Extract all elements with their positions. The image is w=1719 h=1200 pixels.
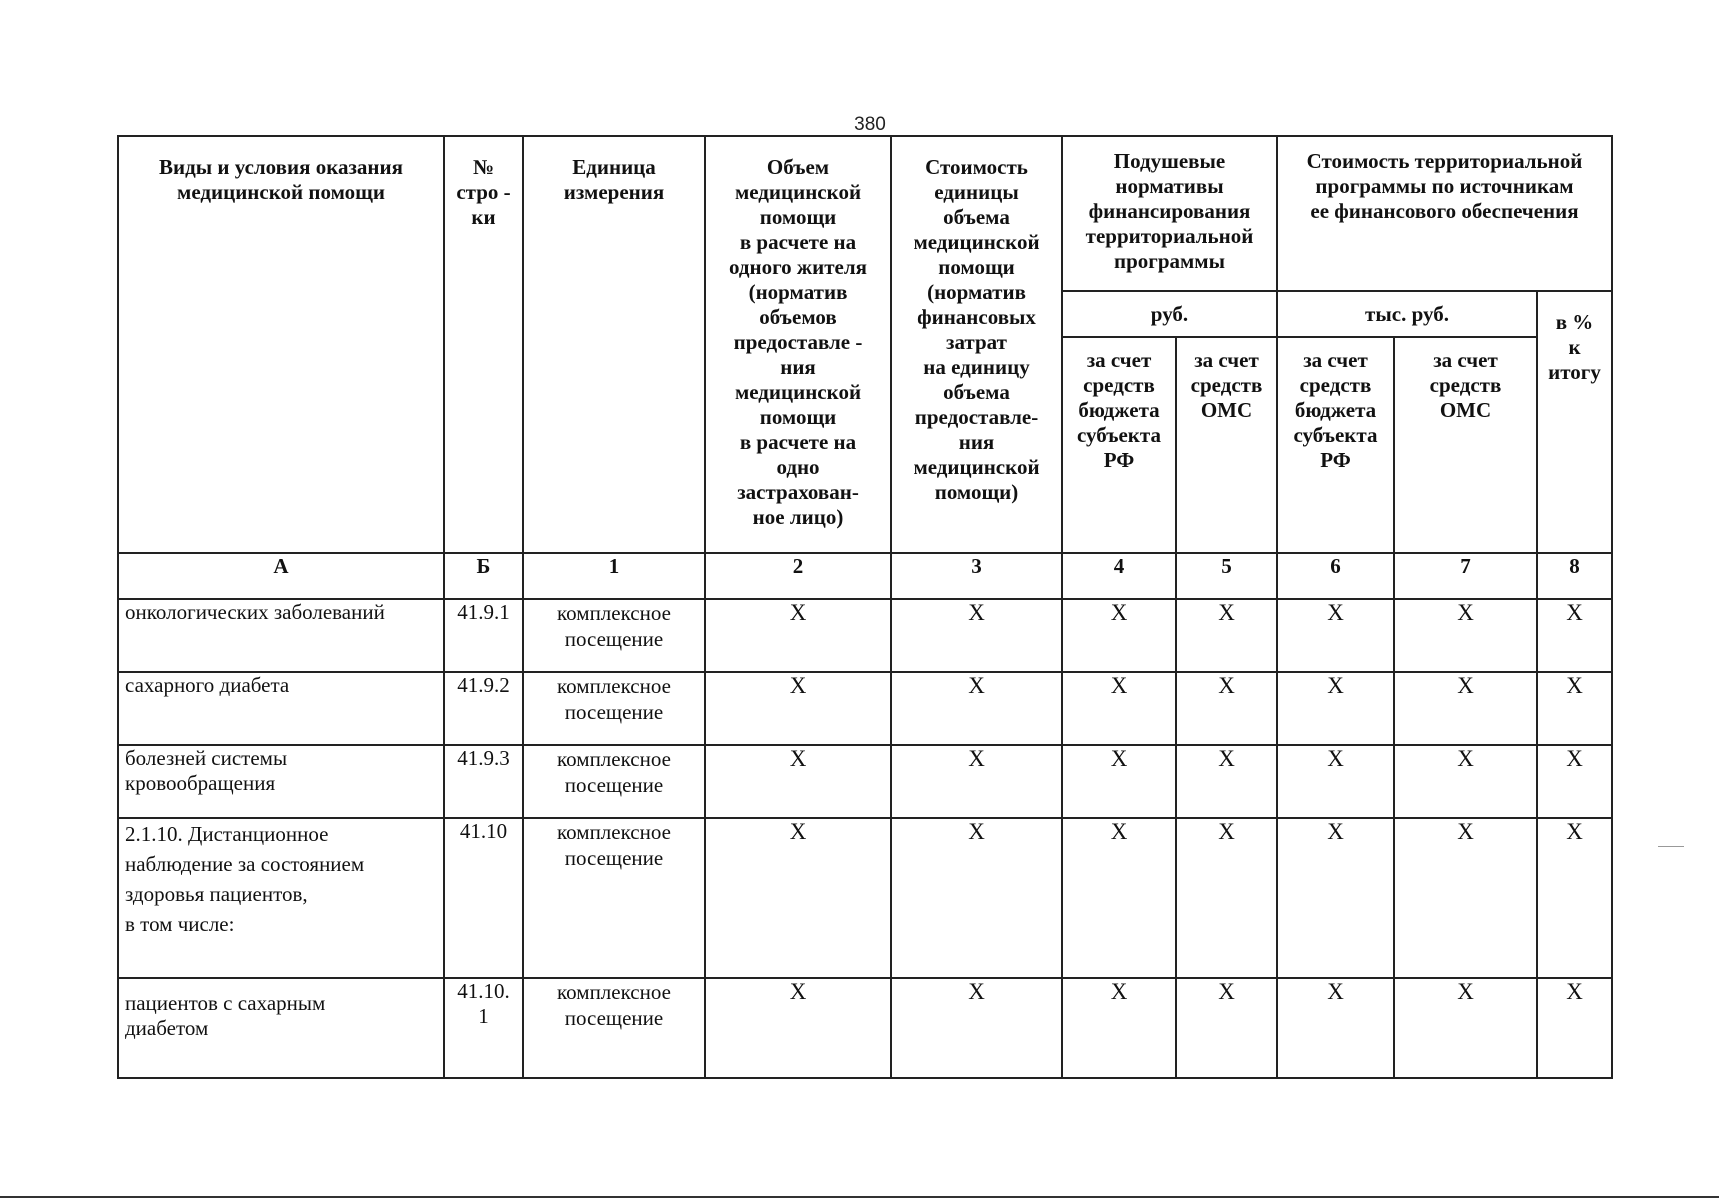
column-number: 1	[523, 553, 705, 599]
row-value: Х	[1176, 818, 1277, 978]
row-value: Х	[1062, 978, 1176, 1078]
row-unit: комплексное посещение	[523, 978, 705, 1078]
header-line-number: № стро - ки	[444, 136, 523, 553]
column-number: Б	[444, 553, 523, 599]
row-value: Х	[705, 672, 891, 745]
row-value: Х	[1062, 818, 1176, 978]
row-name: сахарного диабета	[118, 672, 444, 745]
row-value: Х	[891, 672, 1062, 745]
row-value: Х	[705, 818, 891, 978]
table-row	[118, 745, 1612, 818]
header-col5-oms: за счет средств ОМС	[1176, 337, 1277, 553]
row-value: Х	[1277, 745, 1394, 818]
row-value: Х	[891, 978, 1062, 1078]
row-value: Х	[1537, 745, 1612, 818]
column-number: 2	[705, 553, 891, 599]
row-value: Х	[1537, 672, 1612, 745]
row-value: Х	[1176, 599, 1277, 672]
column-number: 7	[1394, 553, 1537, 599]
row-value: Х	[1277, 818, 1394, 978]
row-value: Х	[1537, 978, 1612, 1078]
row-value: Х	[1537, 818, 1612, 978]
row-value: Х	[1394, 745, 1537, 818]
row-value: Х	[1176, 745, 1277, 818]
table-row	[118, 672, 1612, 745]
row-value: Х	[1062, 599, 1176, 672]
header-col4-budget: за счет средств бюджета субъекта РФ	[1062, 337, 1176, 553]
row-value: Х	[705, 599, 891, 672]
row-line-number: 41.9.1	[444, 599, 523, 672]
row-unit: комплексное посещение	[523, 599, 705, 672]
header-unit-thousand-rub: тыс. руб.	[1277, 291, 1537, 337]
row-value: Х	[705, 978, 891, 1078]
column-number: 3	[891, 553, 1062, 599]
column-numbers-row	[118, 553, 1612, 599]
header-col6-budget: за счет средств бюджета субъекта РФ	[1277, 337, 1394, 553]
row-value: Х	[1277, 599, 1394, 672]
row-value: Х	[1062, 745, 1176, 818]
row-value: Х	[891, 745, 1062, 818]
table-row	[118, 978, 1612, 1078]
row-value: Х	[891, 818, 1062, 978]
row-name: 2.1.10. Дистанционное наблюдение за состоянием здоровья пациентов, в том числе:	[118, 818, 444, 978]
row-name: болезней системы кровообращения	[118, 745, 444, 818]
row-value: Х	[1394, 672, 1537, 745]
column-number: 4	[1062, 553, 1176, 599]
row-line-number: 41.10. 1	[444, 978, 523, 1078]
header-col7-oms: за счет средств ОМС	[1394, 337, 1537, 553]
header-type-conditions: Виды и условия оказания медицинской помощи	[118, 136, 444, 553]
financing-table	[117, 135, 1613, 1079]
row-value: Х	[1176, 672, 1277, 745]
column-number: 8	[1537, 553, 1612, 599]
row-value: Х	[1176, 978, 1277, 1078]
column-number: 6	[1277, 553, 1394, 599]
header-unit-rub: руб.	[1062, 291, 1277, 337]
row-value: Х	[1537, 599, 1612, 672]
row-unit: комплексное посещение	[523, 818, 705, 978]
page-number: 380	[854, 114, 886, 135]
row-line-number: 41.10	[444, 818, 523, 978]
header-volume: Объем медицинской помощи в расчете на одного жителя (норматив объемов предоставле - ния медицинской помощи в расчете на одно застрахован- ное лицо)	[705, 136, 891, 553]
scan-bottom-edge	[0, 1196, 1719, 1198]
column-number: 5	[1176, 553, 1277, 599]
table-row	[118, 818, 1612, 978]
header-per-capita-norms: Подушевые нормативы финансирования территориальной программы	[1062, 136, 1277, 291]
row-line-number: 41.9.2	[444, 672, 523, 745]
header-percent-of-total: в % к итогу	[1537, 291, 1612, 553]
row-value: Х	[1277, 978, 1394, 1078]
header-unit-cost: Стоимость единицы объема медицинской помощи (норматив финансовых затрат на единицу объема предоставле- ния медицинской помощи)	[891, 136, 1062, 553]
row-line-number: 41.9.3	[444, 745, 523, 818]
row-value: Х	[1394, 599, 1537, 672]
row-name: пациентов с сахарным диабетом	[118, 978, 444, 1078]
column-number: А	[118, 553, 444, 599]
row-unit: комплексное посещение	[523, 745, 705, 818]
margin-mark	[1658, 846, 1684, 847]
table-row	[118, 599, 1612, 672]
row-unit: комплексное посещение	[523, 672, 705, 745]
row-value: Х	[705, 745, 891, 818]
row-value: Х	[891, 599, 1062, 672]
row-value: Х	[1394, 818, 1537, 978]
header-program-cost: Стоимость территориальной программы по источникам ее финансового обеспечения	[1277, 136, 1612, 291]
row-value: Х	[1277, 672, 1394, 745]
row-value: Х	[1062, 672, 1176, 745]
header-unit: Единица измерения	[523, 136, 705, 553]
row-value: Х	[1394, 978, 1537, 1078]
row-name: онкологических заболеваний	[118, 599, 444, 672]
